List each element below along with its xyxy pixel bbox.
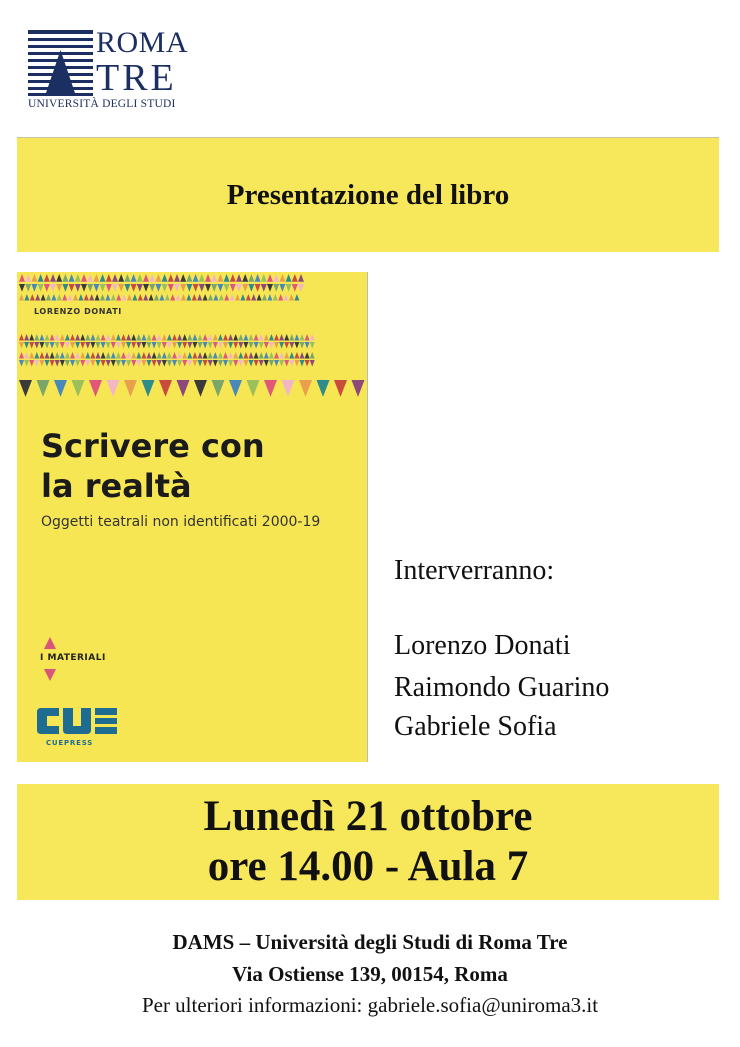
book-title-line1: Scrivere con xyxy=(41,427,265,465)
date-band xyxy=(17,784,719,900)
book-series: I MATERIALI xyxy=(40,653,106,663)
book-cover xyxy=(17,272,368,762)
speakers-heading: Interverranno: xyxy=(394,555,555,586)
book-author: LORENZO DONATI xyxy=(34,307,122,316)
bunting-decoration-icon xyxy=(17,272,367,412)
book-title-line2: la realtà xyxy=(41,467,192,505)
footer-address: Via Ostiense 139, 00154, Roma xyxy=(232,962,508,986)
header-band xyxy=(17,137,719,252)
footer-contact[interactable]: Per ulteriori informazioni: gabriele.sofia@uniroma3.it xyxy=(141,993,599,1017)
event-date: Lunedì 21 ottobre xyxy=(203,793,533,840)
event-time-room: ore 14.00 - Aula 7 xyxy=(207,843,529,890)
book-publisher: CUEPRESS xyxy=(46,739,94,747)
book-subtitle: Oggetti teatrali non identificati 2000-19 xyxy=(41,514,321,530)
speaker-name: Gabriele Sofia xyxy=(394,711,557,742)
footer-organizer: DAMS – Università degli Studi di Roma Tre xyxy=(172,930,568,954)
cue-logo-icon xyxy=(37,708,117,734)
roma-tre-emblem-icon xyxy=(28,30,93,96)
logo-roma: ROMA xyxy=(96,26,189,59)
logo-university: UNIVERSITÀ DEGLI STUDI xyxy=(28,98,176,110)
book-title xyxy=(41,426,265,506)
speaker-name: Raimondo Guarino xyxy=(394,672,610,703)
logo-tre: TRE xyxy=(96,57,177,99)
university-logo xyxy=(28,26,189,112)
header-title: Presentazione del libro xyxy=(226,179,510,211)
speaker-name: Lorenzo Donati xyxy=(394,630,571,661)
